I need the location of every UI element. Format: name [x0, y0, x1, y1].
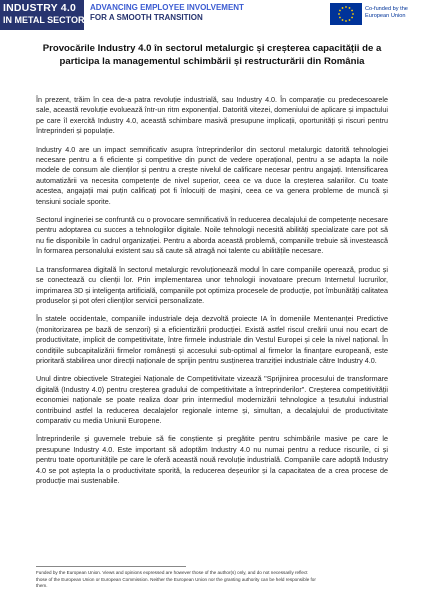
eu-star-icon: [352, 13, 354, 15]
paragraph: Industry 4.0 are un impact semnificativ asupra întreprinderilor din sectorul metalurgic datorită tehnologiei necesare pentru a fi eficiente și competitive din punct de vedere operațional, pentru a se adapta la noile modele de consum ale clienților și pentru a crește nivelul de calificare necesar pentru angajați. Intensificarea automatizării va necesita competențe de nivel superior, ceea ce va duce la creșterea salariilor. Cu toate acestea, angajații mai puțin calificați pot fi înlocuiți de mașini, ceea ce va genera probleme de muncă și tensiuni sociale sporite.: [36, 144, 388, 206]
title-line-1: Provocările Industry 4.0 în sectorul metalurgic și creșterea capacității de a: [42, 43, 382, 54]
footer-divider: [36, 566, 186, 567]
eu-star-icon: [339, 10, 341, 12]
eu-star-icon: [351, 10, 353, 12]
eu-star-icon: [345, 20, 347, 22]
project-tagline: [90, 3, 244, 23]
eu-text-line-1: Co-funded by the: [365, 6, 408, 12]
eu-star-icon: [342, 19, 344, 21]
document-title: [40, 43, 384, 68]
eu-star-icon: [349, 19, 351, 21]
paragraph: La transformarea digitală în sectorul metalurgic revoluționează modul în care companiile operează, produc și se conectează cu clienții lor. Prin implementarea unor tehnologii inovatoare precum Internetul lucrurilor, imprimarea 3D și inteligența artificială, companiile pot optimiza procesele de producție, pot îmbunătăți calitatea produselor și pot oferi clienților servicii personalizate.: [36, 264, 388, 305]
paragraph: În statele occidentale, companiile industriale deja dezvoltă proiecte IA în domeniile Mentenanței Predictive (monitorizarea pe bază de senzori) și a eficientizării producției. Există astfel riscul creării unui nou ecart de productivitate, implicit de competitivitate, între firmele industriale din Vestul Europei și cele la nivel național. În condițiile subcapitalizării firmelor românești și accesului sub-optimal al firmelor la finanțare europeană, este prioritară stabilirea unor direcții naționale de sprijin pentru susținerea tranziției industriale către Industry 4.0.: [36, 314, 388, 365]
eu-flag-icon: [330, 3, 362, 25]
disclaimer-line-2: those of the European Union or European Commission. Neither the European Union nor the granting authority can be held responsible for: [36, 576, 316, 582]
tagline-line-1: ADVANCING EMPLOYEE INVOLVEMENT: [90, 3, 244, 12]
logo-subtitle: IN METAL SECTOR: [3, 15, 85, 25]
paragraph: Întreprinderile și guvernele trebuie să fie conștiente și pregătite pentru schimbările masive pe care le presupune Industry 4.0. Este important să adoptăm Industry 4.0 nu numai pentru a reduce riscurile, ci și pentru toate oportunitățile pe care le oferă această nouă revoluție industrială. Companiile care adoptă Industry 4.0 se pot aștepta la o productivitate sporită, la reducerea deșeurilor și la capacitatea de a crea procese de producție mai sustenabile.: [36, 434, 388, 485]
disclaimer-line-3: them.: [36, 583, 48, 589]
eu-star-icon: [339, 17, 341, 19]
eu-cofunding-text: [365, 6, 408, 20]
funding-disclaimer: [36, 570, 396, 590]
eu-cofunding-logo: [330, 3, 424, 27]
industry-logo: [0, 0, 84, 30]
tagline-line-2: FOR A SMOOTH TRANSITION: [90, 13, 203, 22]
eu-star-icon: [351, 17, 353, 19]
paragraph: Sectorul ingineriei se confruntă cu o provocare semnificativă în reducerea decalajului de competențe necesare pentru adoptarea cu succes a tehnologiilor digitale. Noile tehnologii necesită abilități specializate care pot să nu fie disponibile în cadrul organizației. Pentru a aborda această problemă, companiile trebuie să investească în formarea personalului existent sau să caute să atragă noi talente cu abilitățile necesare.: [36, 215, 388, 256]
page-header: [0, 0, 424, 38]
title-line-2: participa la managementul schimbării și restructurării din România: [59, 55, 365, 67]
disclaimer-line-1: Funded by the European Union. Views and opinions expressed are however those of the author(s) only, and do not necessarily reflect: [36, 570, 308, 575]
eu-star-icon: [338, 13, 340, 15]
logo-title: INDUSTRY 4.0: [3, 2, 77, 14]
eu-star-icon: [349, 7, 351, 9]
eu-star-icon: [345, 6, 347, 8]
eu-text-line-2: European Union: [365, 13, 406, 19]
eu-star-icon: [342, 7, 344, 9]
paragraph: Unul dintre obiectivele Strategiei Naționale de Competitivitate vizează "Sprijinirea procesului de transformare digitală (Industry 4.0) pentru creșterea gradului de competitivitate a întreprinderilor". Creșterea competitivității economiei naționale se poate realiza doar prin intermediul modernizării tehnologice a țesutului industrial contribuind astfel la reducerea decalajelor regionale interne și, simultan, a decalajului de productivitate comparativ cu media Uniunii Europene.: [36, 374, 388, 425]
document-body: [36, 95, 388, 494]
paragraph: În prezent, trăim în cea de-a patra revoluție industrială, sau Industry 4.0. În comparație cu predecesoarele sale, această revoluție evoluează într-un ritm exponențial. Datorită vitezei, domeniului de aplicare și impactului pe care îl exercită Industry 4.0, această schimbare masivă presupune implicații, oportunități și riscuri pentru întreprinderi și populație.: [36, 95, 388, 136]
